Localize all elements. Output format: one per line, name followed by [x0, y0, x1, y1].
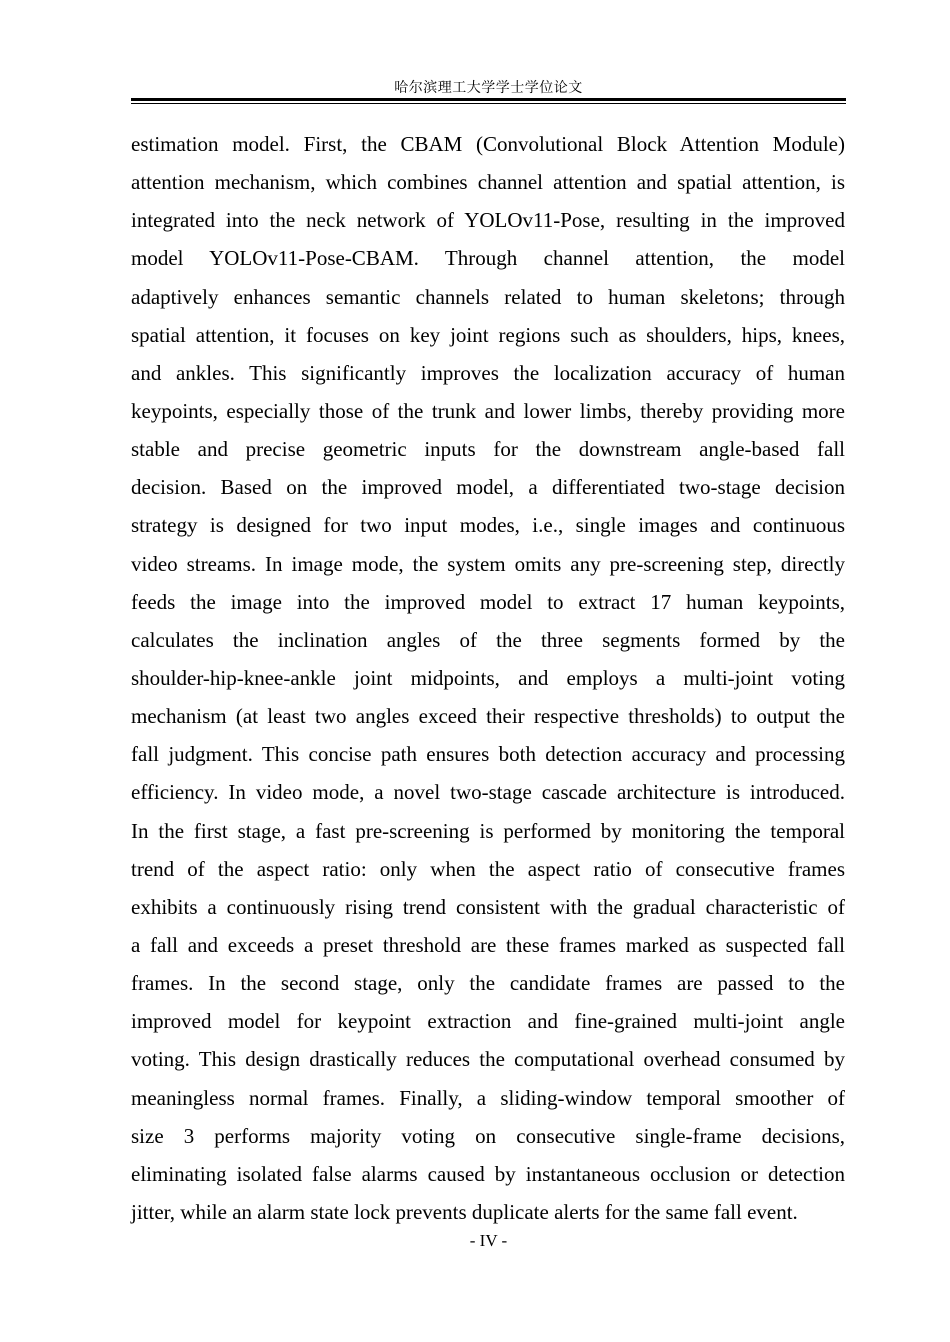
page-number: - IV - — [469, 1231, 508, 1250]
body-line: adaptively enhances semantic channels related to human skeletons; through — [131, 284, 845, 309]
body-line: size 3 performs majority voting on consecutive single-frame decisions, — [131, 1123, 845, 1148]
body-line: mechanism (at least two angles exceed their respective thresholds) to output the — [131, 704, 845, 729]
page-header-title: 哈尔滨理工大学学士学位论文 — [394, 81, 583, 96]
body-line: exhibits a continuously rising trend consistent with the gradual characteristic of — [131, 894, 845, 919]
body-line: voting. This design drastically reduces the computational overhead consumed by — [131, 1047, 845, 1072]
body-line: attention mechanism, which combines channel attention and spatial attention, is — [131, 170, 845, 195]
body-line: efficiency. In video mode, a novel two-stage cascade architecture is introduced. — [131, 780, 845, 805]
body-line: shoulder-hip-knee-ankle joint midpoints, and employs a multi-joint voting — [131, 665, 845, 690]
body-line: decision. Based on the improved model, a differentiated two-stage decision — [131, 475, 845, 500]
header-rule-thick — [131, 98, 846, 101]
body-line: a fall and exceeds a preset threshold are these frames marked as suspected fall — [131, 932, 845, 957]
body-line: frames. In the second stage, only the candidate frames are passed to the — [131, 971, 845, 996]
body-line: and ankles. This significantly improves the localization accuracy of human — [131, 360, 845, 385]
body-line: eliminating isolated false alarms caused by instantaneous occlusion or detection — [131, 1161, 845, 1186]
body-line: improved model for keypoint extraction and fine-grained multi-joint angle — [131, 1009, 845, 1034]
body-paragraph — [131, 125, 845, 1231]
body-line: model YOLOv11-Pose-CBAM. Through channel attention, the model — [131, 246, 845, 271]
body-line: trend of the aspect ratio: only when the aspect ratio of consecutive frames — [131, 856, 845, 881]
body-line: strategy is designed for two input modes, i.e., single images and continuous — [131, 513, 845, 538]
body-line: integrated into the neck network of YOLOv11-Pose, resulting in the improved — [131, 208, 845, 233]
header-rule-thin — [131, 103, 846, 104]
body-line: feeds the image into the improved model to extract 17 human keypoints, — [131, 589, 845, 614]
body-line: keypoints, especially those of the trunk and lower limbs, thereby providing more — [131, 398, 845, 423]
body-line: In the first stage, a fast pre-screening is performed by monitoring the temporal — [131, 818, 845, 843]
body-line: meaningless normal frames. Finally, a sliding-window temporal smoother of — [131, 1085, 845, 1110]
body-line: video streams. In image mode, the system omits any pre-screening step, directly — [131, 551, 845, 576]
body-line: fall judgment. This concise path ensures both detection accuracy and processing — [131, 742, 845, 767]
body-line: calculates the inclination angles of the three segments formed by the — [131, 627, 845, 652]
body-line: jitter, while an alarm state lock prevents duplicate alerts for the same fall event. — [131, 1199, 798, 1224]
body-line: estimation model. First, the CBAM (Convolutional Block Attention Module) — [131, 132, 845, 156]
body-line: spatial attention, it focuses on key joint regions such as shoulders, hips, knees, — [131, 322, 845, 347]
body-line: stable and precise geometric inputs for the downstream angle-based fall — [131, 437, 845, 462]
